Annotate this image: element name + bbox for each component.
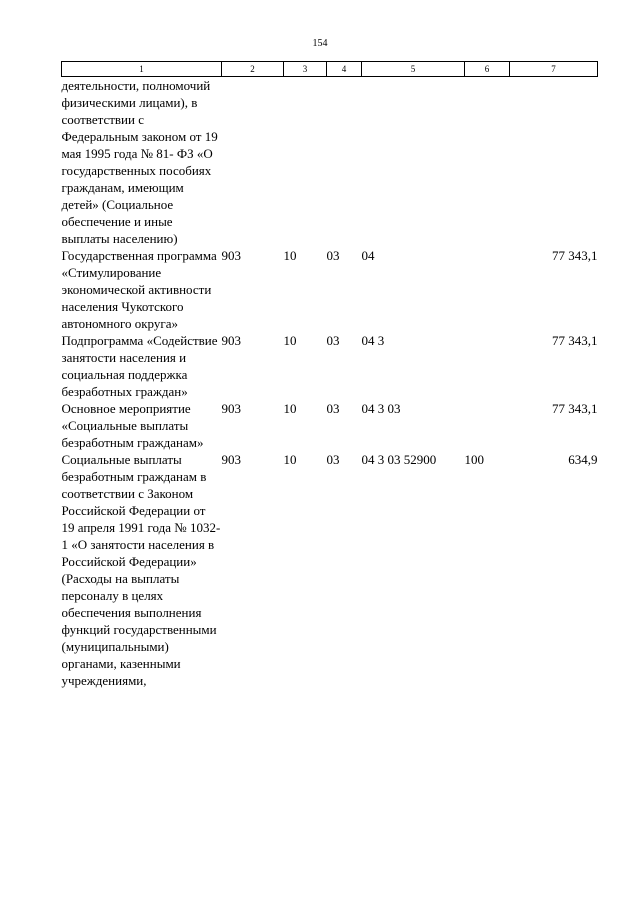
row-amount: 77 343,1 <box>552 333 598 348</box>
column-number-3: 3 <box>284 62 327 77</box>
row-name: Основное мероприятие «Социальные выплаты безработным гражданам» <box>61 401 204 450</box>
row-amount: 634,9 <box>568 452 598 467</box>
row-target-article-code: 04 3 <box>361 333 385 348</box>
column-number-5: 5 <box>362 62 465 77</box>
row-ministry-code: 903 <box>221 401 241 416</box>
row-ministry-code: 903 <box>221 452 241 467</box>
row-expense-type-code: 100 <box>464 452 484 467</box>
row-amount: 77 343,1 <box>552 248 598 263</box>
row-section-code <box>284 77 327 248</box>
row-name: Государственная программа «Стимулирование экономической активности населения Чукотского автономного округа» <box>61 248 217 331</box>
column-number-4: 4 <box>327 62 362 77</box>
row-expense-type-code <box>465 77 510 248</box>
row-amount: 77 343,1 <box>552 401 598 416</box>
row-expense-type-code <box>465 400 510 451</box>
row-section-code: 10 <box>283 333 297 348</box>
row-subsection-code: 03 <box>326 333 340 348</box>
row-subsection-code: 03 <box>326 452 340 467</box>
column-number-7: 7 <box>510 62 598 77</box>
row-name: Подпрограмма «Содействие занятости населения и социальная поддержка безработных граждан» <box>61 333 218 399</box>
row-target-article-code: 04 3 03 52900 <box>361 452 437 467</box>
table-row <box>62 451 598 689</box>
row-target-article-code: 04 <box>361 248 375 263</box>
budget-table <box>61 61 598 689</box>
column-number-2: 2 <box>222 62 284 77</box>
row-target-article-code: 04 3 03 <box>361 401 401 416</box>
table-row <box>62 332 598 400</box>
row-expense-type-code <box>465 247 510 332</box>
row-subsection-code: 03 <box>326 248 340 263</box>
row-ministry-code: 903 <box>221 333 241 348</box>
row-ministry-code <box>222 77 284 248</box>
row-subsection-code: 03 <box>326 401 340 416</box>
row-target-article-code <box>362 77 465 248</box>
column-number-6: 6 <box>465 62 510 77</box>
column-number-1: 1 <box>62 62 222 77</box>
table-row <box>62 77 598 248</box>
page-number: 154 <box>312 38 328 49</box>
row-section-code: 10 <box>283 401 297 416</box>
row-name: деятельности, полномочий физическими лицами), в соответствии с Федеральным законом от 19 мая 1995 года № 81- ФЗ «О государственных пособиях гражданам, имеющим детей» (Социальное обеспечение и иные выплаты населению) <box>61 78 218 246</box>
row-section-code: 10 <box>283 248 297 263</box>
table-row <box>62 400 598 451</box>
row-subsection-code <box>327 77 362 248</box>
row-expense-type-code <box>465 332 510 400</box>
row-section-code: 10 <box>283 452 297 467</box>
row-ministry-code: 903 <box>221 248 241 263</box>
table-row <box>62 247 598 332</box>
column-number-header <box>62 62 598 77</box>
row-amount <box>510 77 598 248</box>
row-name: Социальные выплаты безработным гражданам в соответствии с Законом Российской Федерации от 19 апреля 1991 года № 1032-1 «О занятости населения в Российской Федерации» (Расходы на выплаты персоналу в целях обеспечения выполнения функций государственными (муниципальными) органами, казенными учреждениями, <box>61 452 221 688</box>
